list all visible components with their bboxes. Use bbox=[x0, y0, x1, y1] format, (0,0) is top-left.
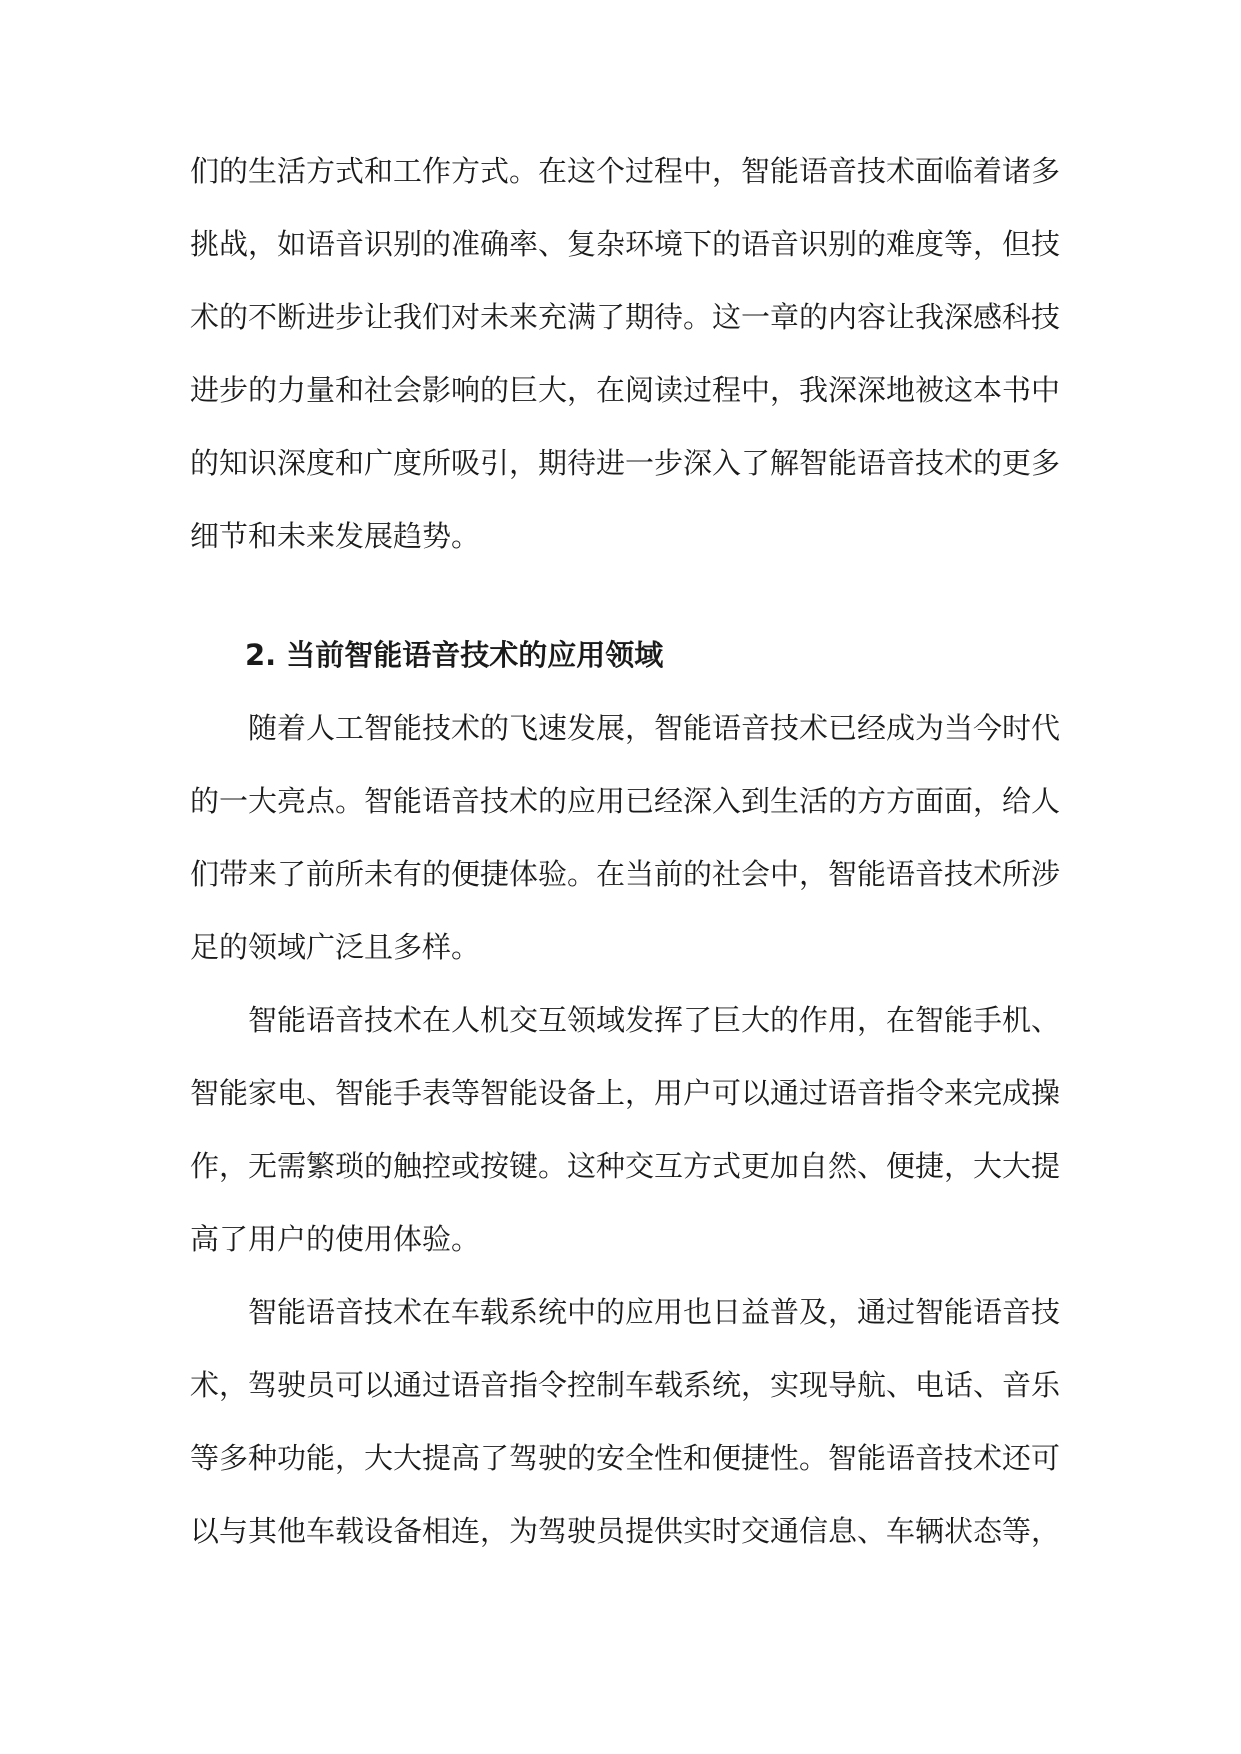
paragraph-line: 们的生活方式和工作方式。在这个过程中，智能语音技术面临着诸多 bbox=[190, 154, 1061, 188]
paragraph-line: 等多种功能，大大提高了驾驶的安全性和便捷性。智能语音技术还可 bbox=[190, 1441, 1061, 1475]
section-heading: 2. 当前智能语音技术的应用领域 bbox=[245, 638, 664, 672]
paragraph-line: 的一大亮点。智能语音技术的应用已经深入到生活的方方面面，给人 bbox=[190, 784, 1061, 818]
paragraph-line: 的知识深度和广度所吸引，期待进一步深入了解智能语音技术的更多 bbox=[190, 446, 1061, 480]
paragraph-line: 以与其他车载设备相连，为驾驶员提供实时交通信息、车辆状态等， bbox=[190, 1514, 1061, 1548]
paragraph-line: 智能语音技术在车载系统中的应用也日益普及，通过智能语音技 bbox=[248, 1295, 1061, 1329]
paragraph-line: 智能家电、智能手表等智能设备上，用户可以通过语音指令来完成操 bbox=[190, 1076, 1061, 1110]
paragraph-line: 随着人工智能技术的飞速发展，智能语音技术已经成为当今时代 bbox=[248, 711, 1061, 745]
paragraph-line: 高了用户的使用体验。 bbox=[190, 1222, 481, 1256]
paragraph-line: 作，无需繁琐的触控或按键。这种交互方式更加自然、便捷，大大提 bbox=[190, 1149, 1061, 1183]
paragraph-line: 术，驾驶员可以通过语音指令控制车载系统，实现导航、电话、音乐 bbox=[190, 1368, 1061, 1402]
paragraph-line: 细节和未来发展趋势。 bbox=[190, 519, 481, 553]
paragraph-line: 足的领域广泛且多样。 bbox=[190, 930, 481, 964]
paragraph-line: 们带来了前所未有的便捷体验。在当前的社会中，智能语音技术所涉 bbox=[190, 857, 1061, 891]
paragraph-line: 挑战，如语音识别的准确率、复杂环境下的语音识别的难度等，但技 bbox=[190, 227, 1061, 261]
paragraph-line: 术的不断进步让我们对未来充满了期待。这一章的内容让我深感科技 bbox=[190, 300, 1061, 334]
paragraph-line: 进步的力量和社会影响的巨大，在阅读过程中，我深深地被这本书中 bbox=[190, 373, 1061, 407]
paragraph-line: 智能语音技术在人机交互领域发挥了巨大的作用，在智能手机、 bbox=[248, 1003, 1061, 1037]
